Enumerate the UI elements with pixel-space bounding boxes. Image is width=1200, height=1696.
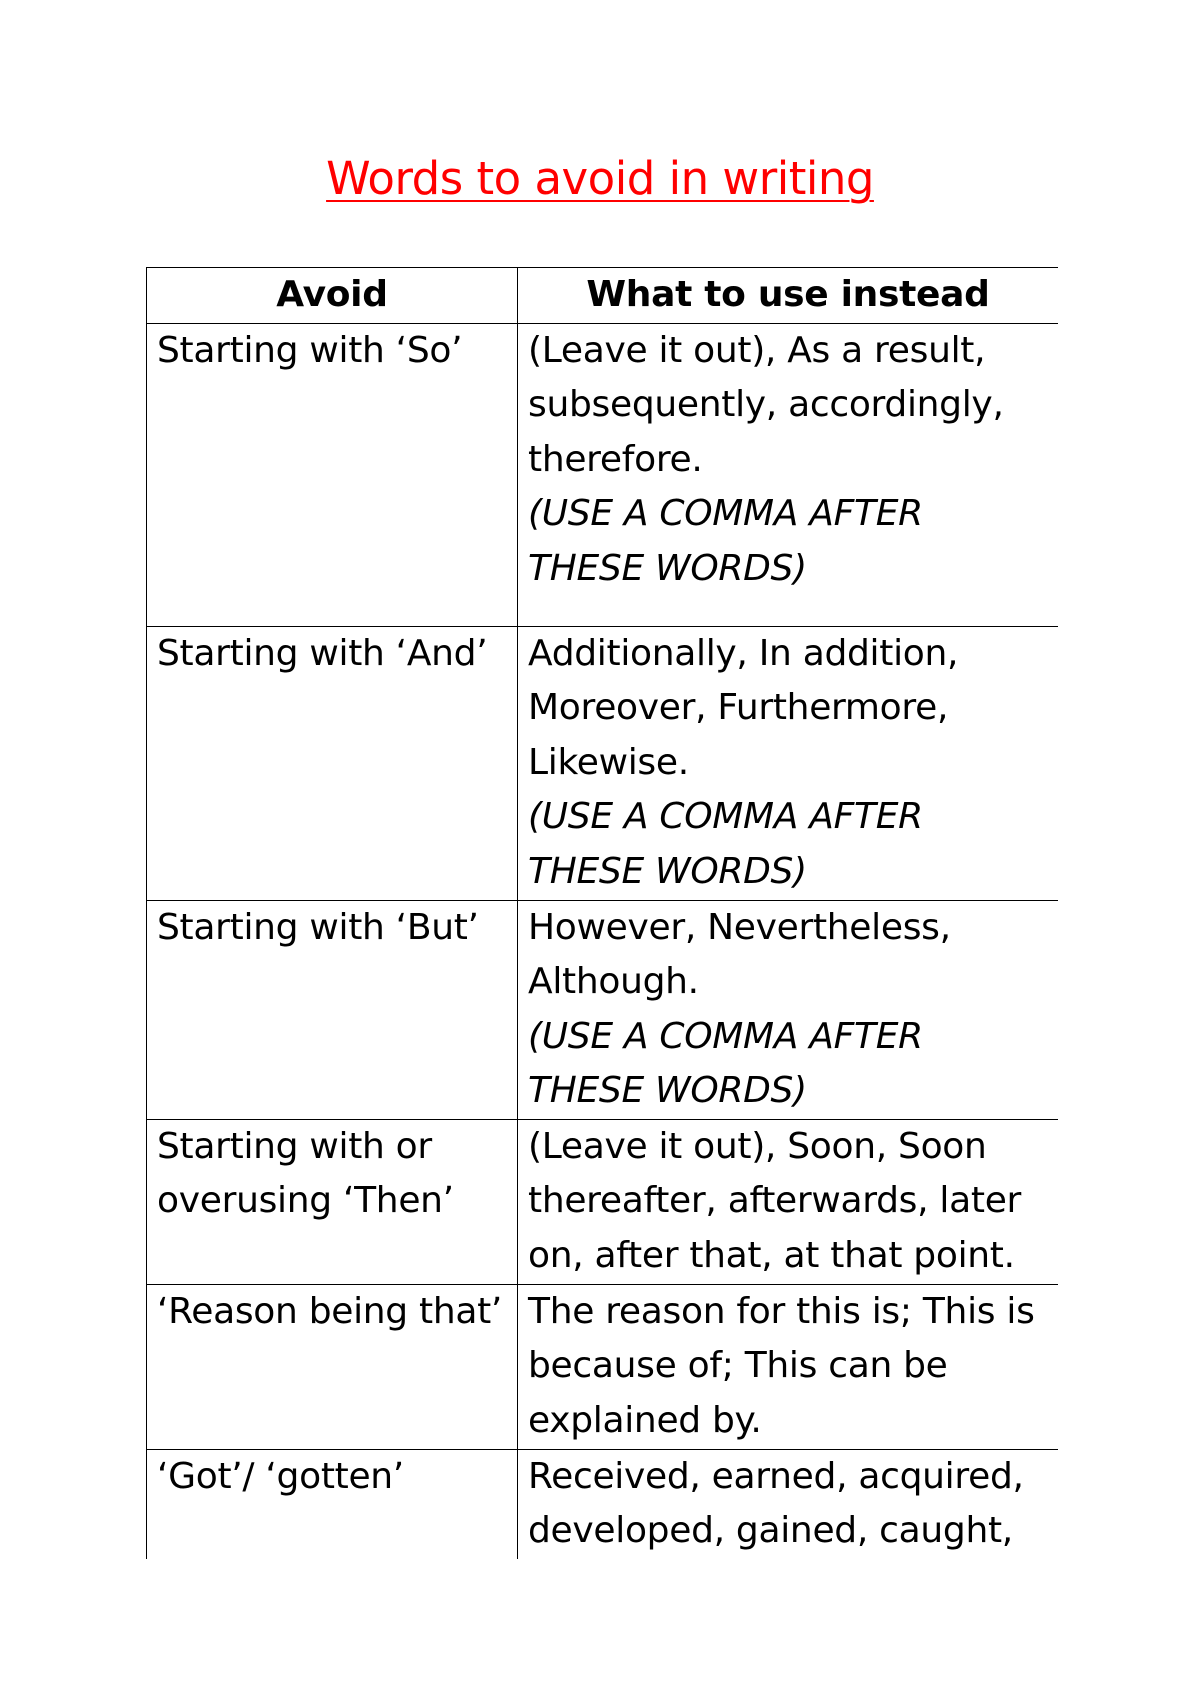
use-instead-cell	[518, 626, 1059, 900]
avoid-cell: Starting with ‘But’	[147, 900, 518, 1119]
words-table-container	[146, 267, 1058, 1559]
avoid-cell: ‘Got’/ ‘gotten’	[147, 1449, 518, 1559]
alternatives-text: The reason for this is; This is because of; This can be explained by.	[528, 1290, 1035, 1441]
alternatives-text: However, Nevertheless, Although.	[528, 906, 951, 1002]
alternatives-text: (Leave it out), As a result, subsequently, accordingly, therefore.	[528, 329, 1004, 480]
table-row	[147, 1284, 1059, 1449]
comma-note: (USE A COMMA AFTER THESE WORDS)	[528, 493, 923, 589]
header-use-instead: What to use instead	[518, 268, 1059, 324]
table-row	[147, 1449, 1059, 1559]
use-instead-cell	[518, 1284, 1059, 1449]
table-row	[147, 626, 1059, 900]
use-instead-cell	[518, 1119, 1059, 1284]
use-instead-cell	[518, 900, 1059, 1119]
table-row	[147, 1119, 1059, 1284]
table-row	[147, 323, 1059, 626]
table-row	[147, 900, 1059, 1119]
avoid-cell: Starting with ‘So’	[147, 323, 518, 626]
alternatives-text: Received, earned, acquired, developed, gained, caught,	[528, 1455, 1024, 1551]
use-instead-cell	[518, 323, 1059, 626]
header-avoid: Avoid	[147, 268, 518, 324]
avoid-cell: Starting with or overusing ‘Then’	[147, 1119, 518, 1284]
page-title: Words to avoid in writing	[326, 152, 874, 205]
use-instead-cell	[518, 1449, 1059, 1559]
words-table	[146, 267, 1058, 1559]
avoid-cell: ‘Reason being that’	[147, 1284, 518, 1449]
table-header-row	[147, 268, 1059, 324]
alternatives-text: (Leave it out), Soon, Soon thereafter, afterwards, later on, after that, at that point.	[528, 1125, 1022, 1276]
alternatives-text: Additionally, In addition, Moreover, Furthermore, Likewise.	[528, 632, 959, 783]
comma-note: (USE A COMMA AFTER THESE WORDS)	[528, 796, 923, 892]
avoid-cell: Starting with ‘And’	[147, 626, 518, 900]
comma-note: (USE A COMMA AFTER THESE WORDS)	[528, 1015, 923, 1111]
